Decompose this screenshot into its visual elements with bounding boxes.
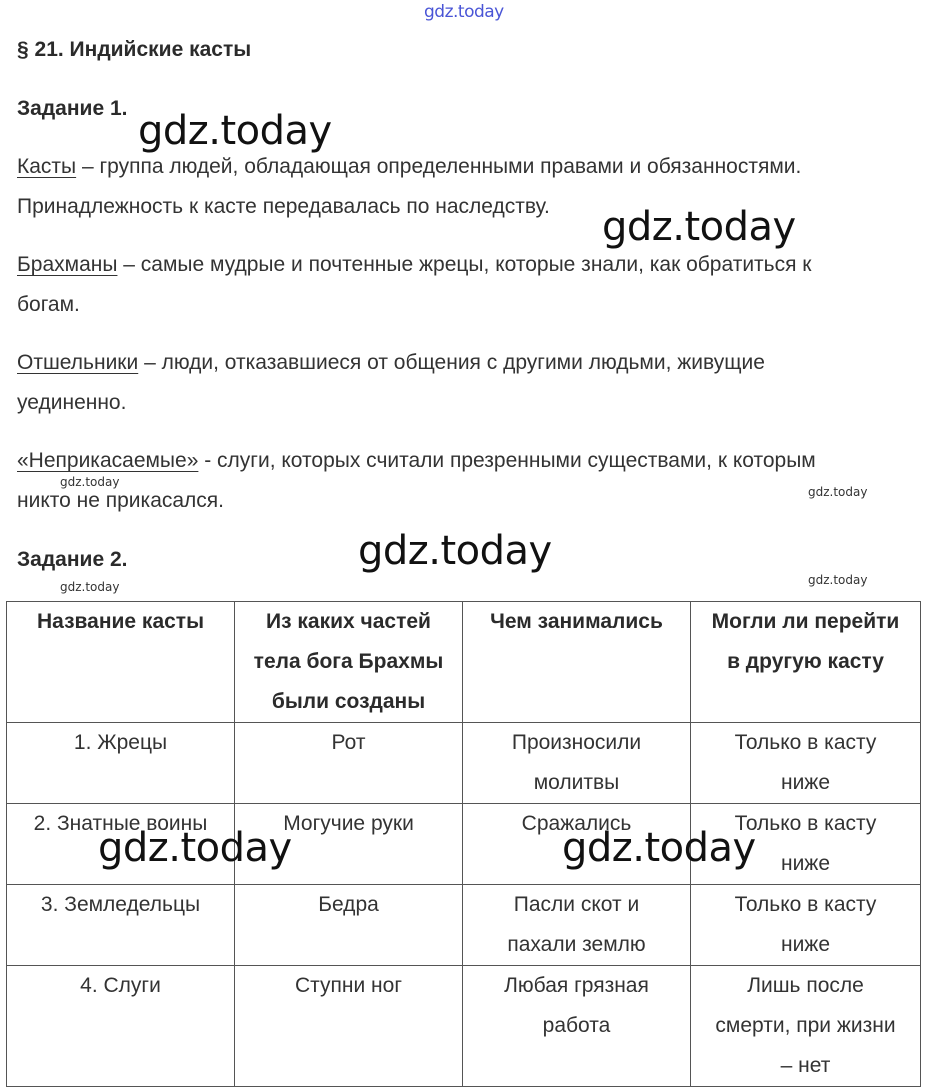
table-cell [691,723,921,804]
cell-line: смерти, при жизни [715,1014,896,1037]
cell-line: – нет [780,1054,831,1077]
cell-line: в другую касту [727,650,884,673]
table-header-cell [7,602,235,723]
table-header-cell [463,602,691,723]
cell-line: Только в касту [734,893,877,916]
definition-line [17,245,812,285]
definition-line-2: никто не прикасался. [17,489,225,512]
table-cell [463,885,691,966]
cell-line: были созданы [271,690,426,713]
table-row [7,966,921,1087]
table-cell [463,966,691,1087]
table-cell [7,966,235,1087]
cell-line: Могучие руки [283,812,414,835]
definition-term: Брахманы [17,253,118,276]
definition-term: «Неприкасаемые» [17,449,199,472]
cell-line: Из каких частей [266,610,431,633]
cell-line: 3. Земледельцы [40,893,201,916]
watermark-big: gdz.today [358,528,552,574]
table-cell [691,885,921,966]
cell-line: ниже [780,852,831,875]
section-title: § 21. Индийские касты [17,38,252,61]
cell-line: 1. Жрецы [73,731,168,754]
table-header-cell [691,602,921,723]
watermark-small: gdz.today [808,573,868,587]
definition-text: – люди, отказавшиеся от общения с другими людьми, живущие [138,351,765,374]
cell-line: работа [542,1014,611,1037]
cell-line: тела бога Брахмы [253,650,444,673]
cell-line: Название касты [36,610,205,633]
cell-line: Лишь после [747,974,864,997]
definition-term: Касты [17,155,77,178]
watermark-top: gdz.today [424,2,504,22]
cell-line: ниже [780,933,831,956]
watermark-big: gdz.today [562,825,756,871]
watermark-small: gdz.today [60,475,120,489]
table-row [7,723,921,804]
table-cell [691,966,921,1087]
definition-line-2: уединенно. [17,391,127,414]
definition-text: – самые мудрые и почтенные жрецы, которые знали, как обратиться к [117,253,812,276]
table-row [7,885,921,966]
cell-line: Произносили [511,731,642,754]
watermark-small: gdz.today [808,485,868,499]
cell-line: Любая грязная [504,974,649,997]
table-cell [7,885,235,966]
cell-line: 4. Слуги [80,974,161,997]
cell-line: ниже [780,771,831,794]
cell-line: Могли ли перейти [711,610,900,633]
table-header-row [7,602,921,723]
cell-line: пахали землю [507,933,646,956]
task1-heading: Задание 1. [17,97,128,120]
table-cell [7,723,235,804]
definition-line-2: Принадлежность к касте передавалась по наследству. [17,195,550,218]
table-cell [235,723,463,804]
cell-line: Чем занимались [490,610,663,633]
cell-line: Только в касту [734,812,877,835]
watermark-small: gdz.today [60,580,120,594]
cell-line: Рот [331,731,366,754]
cell-line: Пасли скот и [513,893,640,916]
cell-line: Только в касту [734,731,877,754]
table-cell [463,723,691,804]
table-cell [235,885,463,966]
definition-line [17,343,765,383]
watermark-big: gdz.today [138,108,332,154]
definition-line [17,441,816,481]
definition-text: - слуги, которых считали презренными существами, к которым [198,449,816,472]
definition-text: – группа людей, обладающая определенными правами и обязанностями. [76,155,802,178]
definition-line-2: богам. [17,293,80,316]
table-cell [235,966,463,1087]
task2-heading: Задание 2. [17,548,128,571]
table-header-cell [235,602,463,723]
cell-line: Бедра [318,893,379,916]
watermark-big: gdz.today [98,825,292,871]
definition-line [17,147,801,187]
cell-line: молитвы [533,771,620,794]
watermark-big: gdz.today [602,204,796,250]
definition-term: Отшельники [17,351,139,374]
cell-line: Сражались [521,812,632,835]
cell-line: 2. Знатные воины [33,812,208,835]
cell-line: Ступни ног [295,974,402,997]
